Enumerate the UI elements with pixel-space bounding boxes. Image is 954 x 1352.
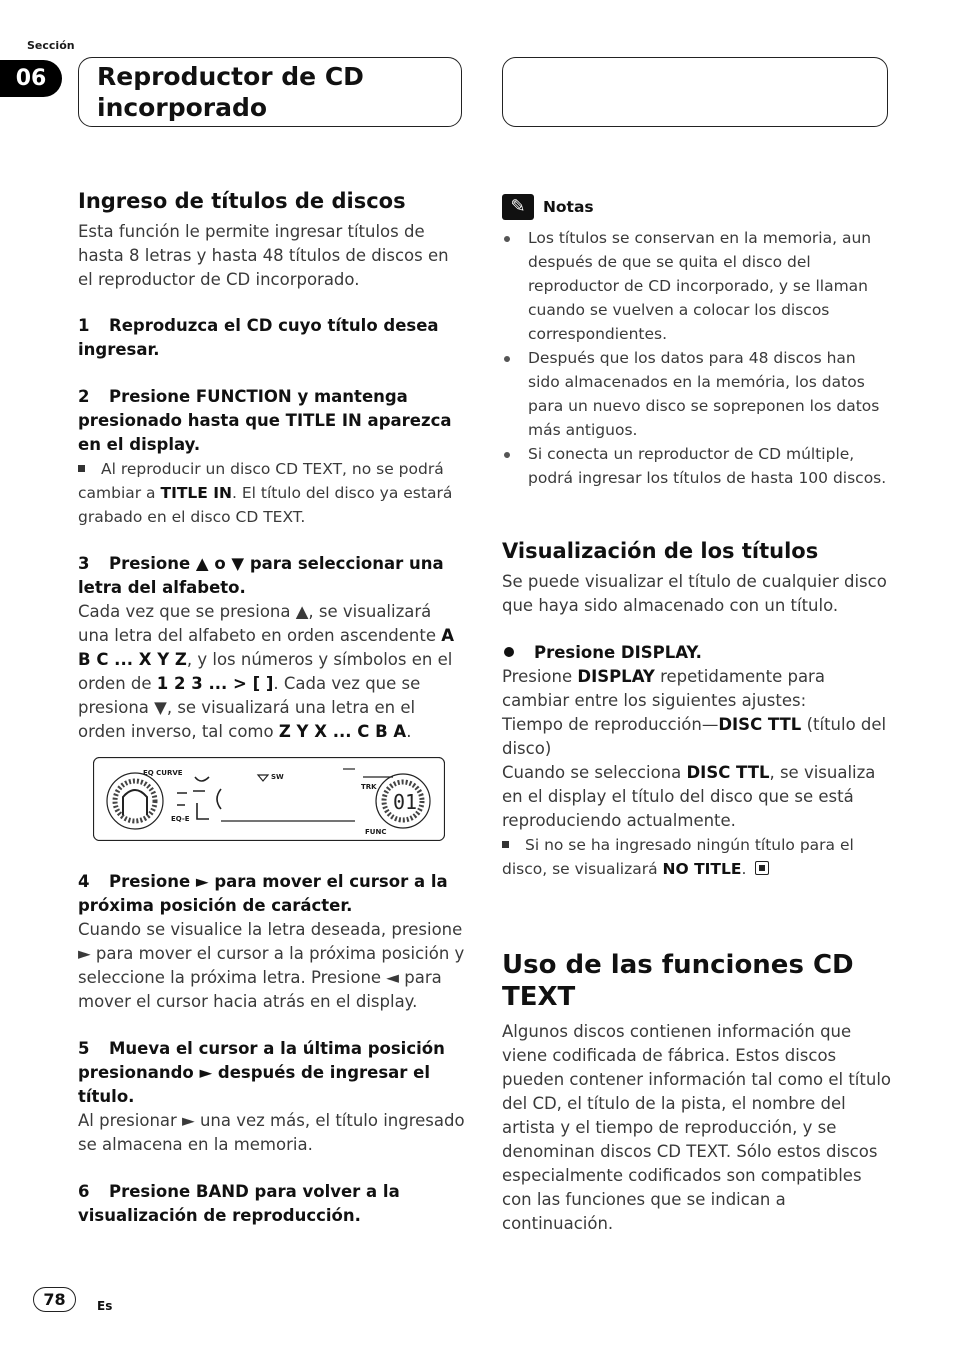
step-4: 4 Presione ► para mover el cursor a la próxima posición de carácter.	[78, 872, 448, 915]
display-titles-intro: Se puede visualizar el título de cualquier disco que haya sido almacenado con un título.	[502, 572, 887, 615]
note-item: Los títulos se conservan en la memoria, aun después de que se quita el disco del reproductor de CD incorporado, y se llaman cuando se vuelven a colocar los discos correspondientes.	[502, 226, 892, 346]
eq-curve-label: EQ CURVE	[143, 769, 183, 777]
note-item: Si conecta un reproductor de CD múltiple, podrá ingresar los títulos de hasta 100 discos.	[502, 442, 892, 490]
empty-header-frame	[502, 57, 888, 127]
left-column-lower	[78, 870, 468, 1228]
chapter-title	[97, 61, 457, 123]
step-3: 3 Presione ▲ o ▼ para seleccionar una letra del alfabeto.	[78, 554, 444, 597]
cd-text-section	[502, 949, 892, 1236]
step-4-body: Cuando se visualice la letra deseada, presione ► para mover el cursor a la próxima posición y seleccione la próxima letra. Presione ◄ para mover el cursor hacia atrás en el display.	[78, 920, 465, 1011]
note-square-icon	[78, 465, 85, 472]
chapter-title-line2: incorporado	[97, 93, 268, 122]
pencil-note-icon: ✎	[502, 194, 534, 220]
step-5: 5 Mueva el cursor a la última posición presionando ► después de ingresar el título.	[78, 1039, 445, 1106]
lcd-display-illustration	[93, 757, 445, 841]
section-heading-titles-input: Ingreso de títulos de discos	[78, 189, 406, 213]
display-body-2: Tiempo de reproducción—DISC TTL (título del disco)	[502, 715, 887, 758]
sw-label: SW	[271, 773, 284, 781]
note-square-icon	[502, 841, 509, 848]
left-column	[78, 188, 466, 744]
notes-header	[502, 194, 892, 220]
display-note: Si no se ha ingresado ningún título para el disco, se visualizará NO TITLE.	[502, 836, 854, 878]
section-heading-cd-text: Uso de las funciones CD TEXT	[502, 950, 854, 1012]
end-of-section-icon	[755, 861, 769, 875]
notes-block	[502, 194, 892, 490]
note-item: Después que los datos para 48 discos han sido almacenados en la memória, los datos para un nuevo disco se sopreponen los datos más antiguos.	[502, 346, 892, 442]
page-number: 78	[33, 1287, 76, 1312]
section-heading-display-titles: Visualización de los títulos	[502, 539, 819, 563]
display-titles-section	[502, 538, 892, 881]
intro-paragraph: Esta función le permite ingresar títulos de hasta 8 letras y hasta 48 títulos de discos en el reproductor de CD incorporado.	[78, 222, 449, 289]
section-label: Sección	[27, 39, 75, 52]
step-6: 6 Presione BAND para volver a la visualización de reproducción.	[78, 1182, 400, 1225]
bullet-dot-icon	[504, 647, 514, 657]
svg-text:01: 01	[393, 790, 418, 814]
display-step: Presione DISPLAY.	[502, 641, 892, 665]
cd-text-body: Algunos discos contienen información que viene codificada de fábrica. Estos discos pueden contener información tal como el título del CD, el título de la pista, el nombre del artista y el tiempo de reproducción, y se denominan discos CD TEXT. Sólo estos discos especialmente codificados son compatibles con las funciones que se indican a continuación.	[502, 1022, 891, 1233]
step-3-body: Cada vez que se presiona ▲, se visualizará una letra del alfabeto en orden ascendente A B C ... X Y Z, y los números y símbolos en el orden de 1 2 3 ... > [ ]. Cada vez que se presiona ▼, se visualizará una letra en el orden inverso, tal como Z Y X ... C B A.	[78, 602, 455, 741]
section-number-badge: 06	[0, 60, 62, 97]
step-5-body: Al presionar ► una vez más, el título ingresado se almacena en la memoria.	[78, 1111, 465, 1154]
func-label: FUNC	[365, 828, 387, 836]
notes-heading: Notas	[542, 197, 594, 216]
step-2: 2 Presione FUNCTION y mantenga presionado hasta que TITLE IN aparezca en el display.	[78, 387, 452, 454]
step-2-note: Al reproducir un disco CD TEXT, no se podrá cambiar a TITLE IN. El título del disco ya estará grabado en el disco CD TEXT.	[78, 460, 453, 526]
display-body-1: Presione DISPLAY repetidamente para cambiar entre los siguientes ajustes:	[502, 667, 825, 710]
display-body-3: Cuando se selecciona DISC TTL, se visualiza en el display el título del disco que se está reproduciendo actualmente.	[502, 763, 876, 830]
chapter-title-line1: Reproductor de CD	[97, 62, 364, 91]
eq-e-label: EQ-E	[171, 815, 190, 823]
step-1: 1 Reproduzca el CD cuyo título desea ingresar.	[78, 316, 439, 359]
notes-list	[502, 226, 892, 490]
language-code: Es	[97, 1299, 113, 1313]
trk-label: TRK	[361, 783, 377, 791]
